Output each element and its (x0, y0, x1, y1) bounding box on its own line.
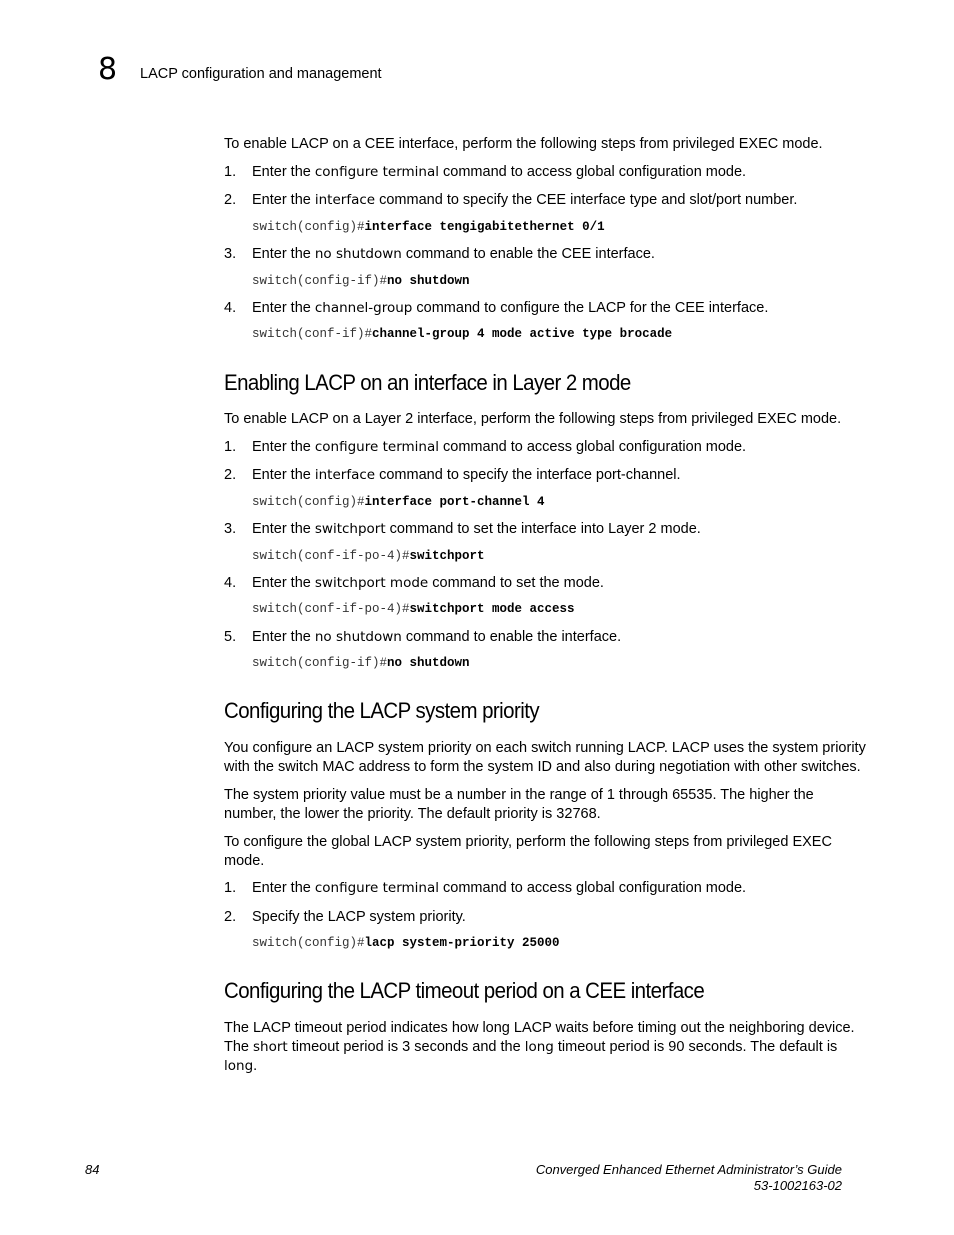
section-heading-priority: Configuring the LACP system priority (224, 698, 540, 723)
section-heading-timeout: Configuring the LACP timeout period on a CEE interface (224, 978, 705, 1003)
layer2-step-3: 3. Enter the switchport command to set the interface into Layer 2 mode. (224, 521, 701, 537)
layer2-step-1: 1. Enter the configure terminal command to access global configuration mode. (224, 439, 747, 455)
code-line: switch(config)#lacp system-priority 25000 (252, 936, 560, 950)
doc-number: 53-1002163-02 (753, 1178, 842, 1193)
guide-title: Converged Enhanced Ethernet Administrator’s Guide (535, 1162, 842, 1177)
code-line: switch(conf-if-po-4)#switchport (252, 549, 485, 563)
layer2-step-4: 4. Enter the switchport mode command to set the mode. (224, 575, 604, 591)
intro-step-1: 1. Enter the configure terminal command to access global configuration mode. (224, 164, 747, 180)
timeout-paragraph: The LACP timeout period indicates how long LACP waits before timing out the neighboring device. The short timeout period is 3 seconds and the long timeout period is 90 seconds. The default is long. (224, 1020, 855, 1074)
priority-paragraph-3: To configure the global LACP system priority, perform the following steps from privileged EXEC mode. (224, 834, 832, 869)
layer2-paragraph: To enable LACP on a Layer 2 interface, perform the following steps from privileged EXEC mode. (224, 411, 842, 427)
priority-paragraph-2: The system priority value must be a number in the range of 1 through 65535. The higher the number, the lower the priority. The default priority is 32768. (224, 787, 814, 822)
intro-paragraph: To enable LACP on a CEE interface, perform the following steps from privileged EXEC mode. (224, 136, 823, 152)
code-line: switch(conf-if)#channel-group 4 mode active type brocade (252, 327, 673, 341)
code-line: switch(conf-if-po-4)#switchport mode access (252, 602, 575, 616)
priority-step-1: 1. Enter the configure terminal command to access global configuration mode. (224, 880, 747, 896)
code-line: switch(config)#interface port-channel 4 (252, 495, 545, 509)
intro-step-2: 2. Enter the interface command to specify the CEE interface type and slot/port number. (224, 192, 798, 208)
footer-doc-info (536, 1162, 842, 1194)
intro-step-4: 4. Enter the channel-group command to configure the LACP for the CEE interface. (224, 300, 769, 316)
code-line: switch(config-if)#no shutdown (252, 656, 470, 670)
priority-paragraph-1: You configure an LACP system priority on each switch running LACP. LACP uses the system priority with the switch MAC address to form the system ID and also during negotiation with other switches. (224, 740, 866, 775)
intro-step-3: 3. Enter the no shutdown command to enable the CEE interface. (224, 246, 655, 262)
section-heading-layer2: Enabling LACP on an interface in Layer 2 mode (224, 370, 631, 395)
layer2-step-5: 5. Enter the no shutdown command to enable the interface. (224, 629, 622, 645)
chapter-number: 8 (98, 52, 118, 87)
layer2-step-2: 2. Enter the interface command to specify the interface port-channel. (224, 467, 681, 483)
priority-step-2: 2. Specify the LACP system priority. (224, 909, 466, 925)
page-number: 84 (85, 1162, 100, 1177)
chapter-title: LACP configuration and management (140, 66, 382, 82)
code-line: switch(config-if)#no shutdown (252, 274, 470, 288)
code-line: switch(config)#interface tengigabitethernet 0/1 (252, 220, 605, 234)
